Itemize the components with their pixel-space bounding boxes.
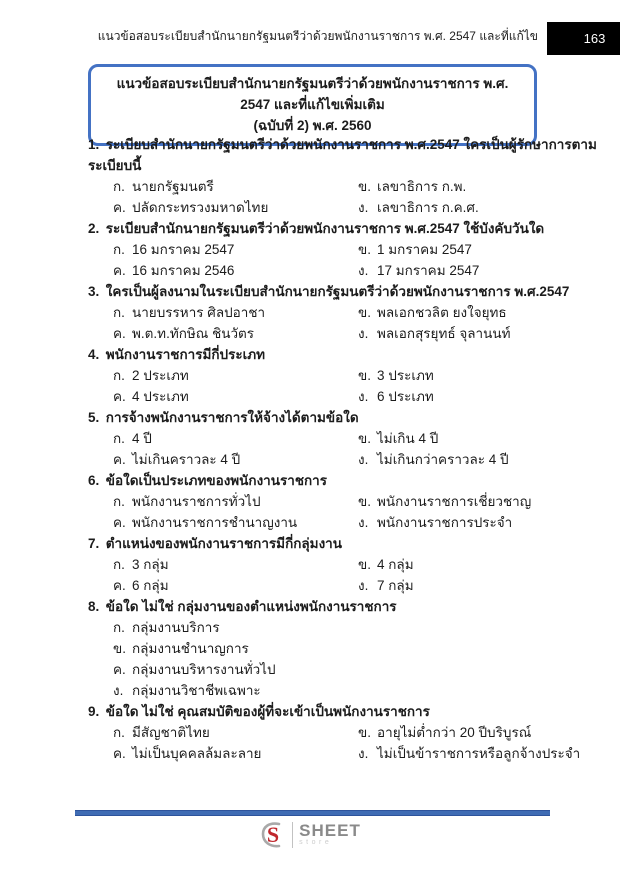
option — [358, 323, 598, 344]
option-text: 6 ประเภท — [377, 389, 434, 404]
option-label: ง. — [358, 389, 369, 404]
question-item — [88, 281, 598, 344]
option — [358, 386, 598, 407]
question-number: 1. — [88, 137, 100, 152]
option — [113, 491, 358, 512]
option-text: เลขาธิการ ก.พ. — [377, 179, 467, 194]
option-label: ก. — [113, 305, 125, 320]
option-text: 17 มกราคม 2547 — [377, 263, 480, 278]
option-label: ค. — [113, 515, 126, 530]
option-label: ก. — [113, 368, 125, 383]
option — [358, 176, 598, 197]
question-number: 7. — [88, 536, 100, 551]
option-text: ไม่เกินกว่าคราวละ 4 ปี — [377, 452, 509, 467]
option-label: ข. — [358, 494, 371, 509]
option — [113, 512, 358, 533]
option — [113, 575, 358, 596]
option — [113, 239, 358, 260]
option-label: ค. — [113, 389, 126, 404]
options-grid — [113, 722, 598, 764]
option-label: ง. — [358, 578, 369, 593]
option-label: ง. — [358, 452, 369, 467]
footer-logo — [0, 821, 620, 849]
option — [358, 365, 598, 386]
option — [358, 449, 598, 470]
option-label: ข. — [113, 641, 126, 656]
option — [358, 491, 598, 512]
logo-text-wrap — [299, 823, 361, 847]
question-text: ข้อใด ไม่ใช่ คุณสมบัติของผู้ที่จะเข้าเป็นพนักงานราชการ — [105, 704, 430, 719]
option-text: 7 กลุ่ม — [377, 578, 414, 593]
option-label: ง. — [358, 200, 369, 215]
page-number-box — [547, 22, 620, 55]
option-label: ข. — [358, 242, 371, 257]
question-text: ระเบียบสำนักนายกรัฐมนตรีว่าด้วยพนักงานราชการ พ.ศ.2547 ใครเป็นผู้รักษาการตาม ระเบียบนี้ — [88, 137, 597, 173]
questions-list — [88, 134, 598, 764]
question-number: 5. — [88, 410, 100, 425]
options-grid — [113, 428, 598, 470]
question-text: ระเบียบสำนักนายกรัฐมนตรีว่าด้วยพนักงานราชการ พ.ศ.2547 ใช้บังคับวันใด — [105, 221, 545, 236]
option-text: 2 ประเภท — [132, 368, 189, 383]
option — [113, 449, 358, 470]
option-label: ง. — [358, 746, 369, 761]
question-item — [88, 407, 598, 470]
option — [113, 722, 358, 743]
option-label: ค. — [113, 263, 126, 278]
option-text: 6 กลุ่ม — [132, 578, 169, 593]
option-text: นายกรัฐมนตรี — [132, 179, 214, 194]
page-number: 163 — [583, 31, 606, 46]
option-text: พนักงานราชการเชี่ยวชาญ — [377, 494, 532, 509]
option-label: ค. — [113, 746, 126, 761]
option — [358, 197, 598, 218]
option-label: ค. — [113, 578, 126, 593]
option-text: 1 มกราคม 2547 — [377, 242, 472, 257]
options-grid — [113, 365, 598, 407]
question-text: ใครเป็นผู้ลงนามในระเบียบสำนักนายกรัฐมนตรีว่าด้วยพนักงานราชการ พ.ศ.2547 — [105, 284, 570, 299]
option — [113, 386, 358, 407]
option-text: 3 กลุ่ม — [132, 557, 169, 572]
option-text: ไม่เกินคราวละ 4 ปี — [132, 452, 241, 467]
option-text: ไม่เป็นบุคคลล้มละลาย — [132, 746, 262, 761]
question-number: 4. — [88, 347, 100, 362]
question-item — [88, 344, 598, 407]
option-text: อายุไม่ต่ำกว่า 20 ปีบริบูรณ์ — [377, 725, 532, 740]
option-label: ก. — [113, 431, 125, 446]
footer-divider-bar — [75, 810, 550, 816]
question-item — [88, 701, 598, 764]
option-label: ก. — [113, 557, 125, 572]
question-number: 3. — [88, 284, 100, 299]
question-heading — [88, 407, 598, 428]
question-item — [88, 533, 598, 596]
option-text: เลขาธิการ ก.ค.ศ. — [377, 200, 479, 215]
option-text: กลุ่มงานบริการ — [132, 620, 220, 635]
option-label: ก. — [113, 620, 125, 635]
option-label: ข. — [358, 368, 371, 383]
option-text: กลุ่มงานชำนาญการ — [132, 641, 249, 656]
option-text: กลุ่มงานบริหารงานทั่วไป — [132, 662, 276, 677]
option — [358, 554, 598, 575]
option-text: พลเอกชวลิต ยงใจยุทธ — [377, 305, 507, 320]
question-heading — [88, 596, 598, 617]
option-label: ง. — [358, 515, 369, 530]
option-text: 4 กลุ่ม — [377, 557, 414, 572]
option — [358, 428, 598, 449]
option — [113, 323, 358, 344]
option-label: ง. — [358, 326, 369, 341]
option — [358, 239, 598, 260]
option — [358, 743, 598, 764]
question-text: ตำแหน่งของพนักงานราชการมีกี่กลุ่มงาน — [105, 536, 342, 551]
options-grid — [113, 554, 598, 596]
option-label: ข. — [358, 305, 371, 320]
option — [358, 512, 598, 533]
option-label: ก. — [113, 242, 125, 257]
option — [113, 176, 358, 197]
option-text: 16 มกราคม 2547 — [132, 242, 235, 257]
options-grid — [113, 176, 598, 218]
option-label: ข. — [358, 431, 371, 446]
title-line-2: (ฉบับที่ 2) พ.ศ. 2560 — [253, 118, 372, 133]
option — [113, 302, 358, 323]
question-heading — [88, 470, 598, 491]
option-text: ปลัดกระทรวงมหาดไทย — [132, 200, 269, 215]
question-text: ข้อใดเป็นประเภทของพนักงานราชการ — [105, 473, 327, 488]
option — [113, 659, 598, 680]
option — [113, 428, 358, 449]
option-label: ค. — [113, 326, 126, 341]
options-grid — [113, 302, 598, 344]
logo-divider — [292, 822, 293, 848]
title-line-1: แนวข้อสอบระเบียบสำนักนายกรัฐมนตรีว่าด้วยพนักงานราชการ พ.ศ. 2547 และที่แก้ไขเพิ่มเติม — [116, 76, 509, 112]
question-number: 9. — [88, 704, 100, 719]
option-text: พนักงานราชการทั่วไป — [132, 494, 261, 509]
svg-text:S: S — [267, 822, 280, 847]
options-grid — [113, 617, 598, 701]
option-text: พนักงานราชการประจำ — [377, 515, 513, 530]
question-item — [88, 218, 598, 281]
option — [113, 554, 358, 575]
option-label: ข. — [358, 725, 371, 740]
options-grid — [113, 491, 598, 533]
option-text: ไม่เกิน 4 ปี — [377, 431, 439, 446]
question-number: 2. — [88, 221, 100, 236]
option — [358, 722, 598, 743]
question-heading — [88, 281, 598, 302]
question-heading — [88, 701, 598, 722]
option — [113, 365, 358, 386]
option-label: ก. — [113, 494, 125, 509]
question-text: การจ้างพนักงานราชการให้จ้างได้ตามข้อใด — [105, 410, 359, 425]
question-number: 8. — [88, 599, 100, 614]
option — [358, 260, 598, 281]
sheet-store-logo-icon — [259, 821, 287, 849]
question-heading — [88, 344, 598, 365]
option-text: 4 ปี — [132, 431, 152, 446]
question-item — [88, 134, 598, 218]
option-text: นายบรรหาร ศิลปอาชา — [132, 305, 266, 320]
option-label: ข. — [358, 179, 371, 194]
option-label: ค. — [113, 200, 126, 215]
option-text: กลุ่มงานวิชาชีพเฉพาะ — [132, 683, 261, 698]
option-text: พลเอกสุรยุทธ์ จุลานนท์ — [377, 326, 511, 341]
option-label: ก. — [113, 725, 125, 740]
option — [113, 680, 598, 701]
option-label: ค. — [113, 662, 126, 677]
question-text: พนักงานราชการมีกี่ประเภท — [105, 347, 266, 362]
option-text: 3 ประเภท — [377, 368, 434, 383]
option-text: ไม่เป็นข้าราชการหรือลูกจ้างประจำ — [377, 746, 581, 761]
question-heading — [88, 134, 598, 176]
brand-name: SHEET — [299, 821, 361, 840]
option-text: พนักงานราชการชำนาญงาน — [132, 515, 298, 530]
question-heading — [88, 218, 598, 239]
question-number: 6. — [88, 473, 100, 488]
option — [113, 743, 358, 764]
option-label: ง. — [113, 683, 124, 698]
option-text: 16 มกราคม 2546 — [132, 263, 235, 278]
option-text: พ.ต.ท.ทักษิณ ชินวัตร — [132, 326, 255, 341]
question-text: ข้อใด ไม่ใช่ กลุ่มงานของตำแหน่งพนักงานราชการ — [105, 599, 397, 614]
question-item — [88, 596, 598, 701]
option-label: ข. — [358, 557, 371, 572]
option-text: มีสัญชาติไทย — [132, 725, 210, 740]
option-label: ค. — [113, 452, 126, 467]
running-header-text: แนวข้อสอบระเบียบสำนักนายกรัฐมนตรีว่าด้วยพนักงานราชการ พ.ศ. 2547 และที่แก้ไข — [97, 29, 538, 43]
option-label: ง. — [358, 263, 369, 278]
option-label: ก. — [113, 179, 125, 194]
options-grid — [113, 239, 598, 281]
option — [113, 617, 598, 638]
question-heading — [88, 533, 598, 554]
option — [113, 638, 598, 659]
option — [358, 575, 598, 596]
option-text: 4 ประเภท — [132, 389, 189, 404]
option — [113, 197, 358, 218]
option — [113, 260, 358, 281]
question-item — [88, 470, 598, 533]
brand-subtitle: store — [299, 839, 333, 846]
option — [358, 302, 598, 323]
